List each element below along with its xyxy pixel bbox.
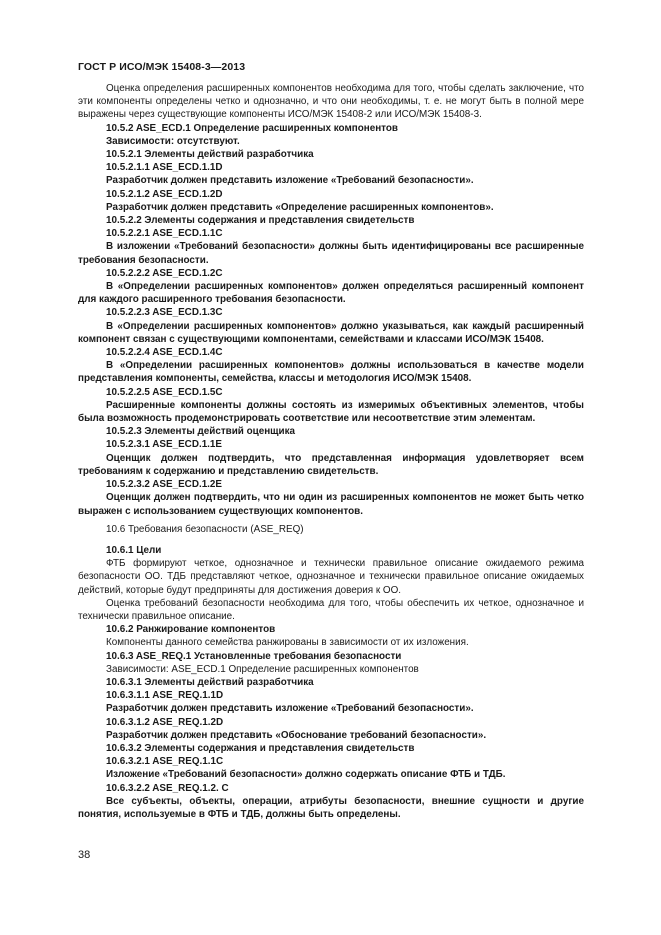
bold-paragraph: 10.5.2.1.2 ASE_ECD.1.2D — [106, 188, 223, 200]
bold-paragraph: 10.6.3.1.1 ASE_REQ.1.1D — [106, 690, 224, 702]
bold-paragraph: 10.5.2.2 Элементы содержания и представления свидетельств — [106, 215, 415, 227]
bold-paragraph: Зависимости: отсутствуют. — [106, 135, 240, 147]
paragraph: Оценка определения расширенных компонентов необходима для того, чтобы сделать заключение, что эти компоненты определены четко и однозначно, и что они необходимы, т. е. не могут быть в полной мере выражены через существующие компоненты ИСО/МЭК 15408-2 или ИСО/МЭК 15408-3. — [78, 83, 584, 121]
paragraph: Оценка требований безопасности необходима для того, чтобы обеспечить их четкое, однозначное и технически правильное описание. — [78, 597, 584, 622]
bold-paragraph: 10.6.3.2.1 ASE_REQ.1.1C — [106, 756, 224, 768]
bold-paragraph: 10.5.2.2.5 ASE_ECD.1.5C — [106, 386, 223, 398]
paragraph: Зависимости: ASE_ECD.1 Определение расширенных компонентов — [106, 663, 419, 675]
bold-paragraph: 10.5.2.2.2 ASE_ECD.1.2C — [106, 267, 223, 279]
bold-paragraph: Разработчик должен представить «Определение расширенных компонентов». — [106, 201, 494, 213]
bold-paragraph: 10.5.2 ASE_ECD.1 Определение расширенных компонентов — [106, 122, 398, 134]
bold-paragraph: Разработчик должен представить изложение «Требований безопасности». — [106, 703, 474, 715]
bold-paragraph: 10.5.2.1.1 ASE_ECD.1.1D — [106, 162, 223, 174]
document-header: ГОСТ Р ИСО/МЭК 15408-3—2013 — [78, 61, 246, 73]
bold-paragraph: В изложении «Требований безопасности» должны быть идентифицированы все расширенные требования безопасности. — [78, 241, 584, 266]
bold-paragraph: 10.6.3.1 Элементы действий разработчика — [106, 676, 314, 688]
paragraph: 10.6 Требования безопасности (ASE_REQ) — [106, 523, 304, 535]
bold-paragraph: 10.5.2.1 Элементы действий разработчика — [106, 149, 314, 161]
paragraph: Компоненты данного семейства ранжированы в зависимости от их изложения. — [106, 637, 469, 649]
bold-paragraph: Разработчик должен представить изложение «Требований безопасности». — [106, 175, 474, 187]
bold-paragraph: 10.6.1 Цели — [106, 544, 162, 556]
bold-paragraph: 10.6.3.2 Элементы содержания и представления свидетельств — [106, 742, 415, 754]
bold-paragraph: 10.5.2.3 Элементы действий оценщика — [106, 426, 296, 438]
bold-paragraph: Оценщик должен подтвердить, что представленная информация удовлетворяет всем требованиям к содержанию и представлению свидетельств. — [78, 452, 584, 477]
document-body — [78, 82, 584, 821]
bold-paragraph: 10.6.2 Ранжирование компонентов — [106, 624, 276, 636]
bold-paragraph: Все субъекты, объекты, операции, атрибуты безопасности, внешние сущности и другие понятия, используемые в ФТБ и ТДБ, должны быть определены. — [78, 795, 584, 820]
paragraph: ФТБ формируют четкое, однозначное и технически правильное описание ожидаемого режима безопасности ОО. ТДБ представляют четкое, однозначное и технически правильное описание ожидаемых действий, которые будут предприняты для достижения доверия к ОО. — [78, 558, 584, 596]
bold-paragraph: 10.6.3 ASE_REQ.1 Установленные требования безопасности — [106, 650, 402, 662]
bold-paragraph: Разработчик должен представить «Обоснование требований безопасности». — [106, 729, 487, 741]
bold-paragraph: 10.5.2.2.3 ASE_ECD.1.3C — [106, 307, 223, 319]
bold-paragraph: 10.6.3.2.2 ASE_REQ.1.2. C — [106, 782, 229, 794]
bold-paragraph: 10.6.3.1.2 ASE_REQ.1.2D — [106, 716, 224, 728]
bold-paragraph: Оценщик должен подтвердить, что ни один из расширенных компонентов не может быть четко выражен с использованием существующих компонентов. — [78, 492, 584, 517]
page-number: 38 — [78, 849, 91, 861]
bold-paragraph: 10.5.2.3.2 ASE_ECD.1.2E — [106, 479, 223, 491]
bold-paragraph: 10.5.2.2.1 ASE_ECD.1.1C — [106, 228, 223, 240]
bold-paragraph: В «Определении расширенных компонентов» должно указываться, как каждый расширенный компонент связан с существующими компонентами, семействами и классами ИСО/МЭК 15408. — [78, 320, 584, 345]
bold-paragraph: В «Определении расширенных компонентов» должны использоваться в качестве модели представления компоненты, семейства, классы и методология ИСО/МЭК 15408. — [78, 360, 584, 385]
bold-paragraph: Изложение «Требований безопасности» должно содержать описание ФТБ и ТДБ. — [106, 769, 506, 781]
bold-paragraph: 10.5.2.2.4 ASE_ECD.1.4C — [106, 347, 223, 359]
bold-paragraph: 10.5.2.3.1 ASE_ECD.1.1E — [106, 439, 223, 451]
bold-paragraph: В «Определении расширенных компонентов» должен определяться расширенный компонент для каждого расширенного требования безопасности. — [78, 281, 584, 306]
bold-paragraph: Расширенные компоненты должны состоять из измеримых объективных элементов, чтобы была возможность продемонстрировать соответствие или несоответствие этим элементам. — [78, 399, 584, 425]
